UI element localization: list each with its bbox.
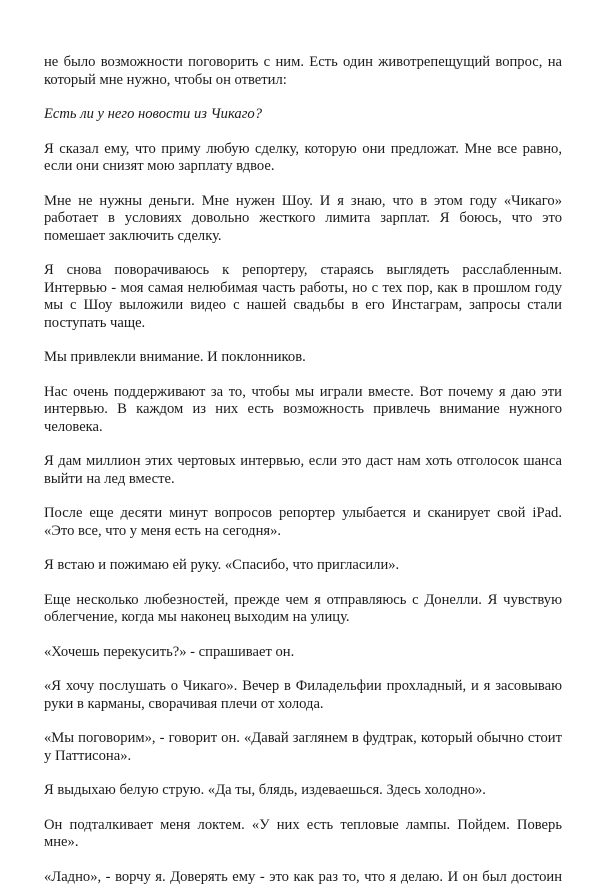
paragraph: Я сказал ему, что приму любую сделку, которую они предложат. Мне все равно, если они снизят мою зарплату вдвое.	[44, 141, 562, 176]
paragraph: Я встаю и пожимаю ей руку. «Спасибо, что пригласили».	[44, 557, 562, 575]
paragraph: «Мы поговорим», - говорит он. «Давай заглянем в фудтрак, который обычно стоит у Паттисона».	[44, 730, 562, 765]
paragraph: «Ладно», - ворчу я. Доверять ему - это как раз то, что я делаю. И он был достоин	[44, 869, 562, 886]
paragraph: не было возможности поговорить с ним. Есть один животрепещущий вопрос, на который мне нужно, чтобы он ответил:	[44, 54, 562, 89]
paragraph: Еще несколько любезностей, прежде чем я отправляюсь с Донелли. Я чувствую облегчение, когда мы наконец выходим на улицу.	[44, 592, 562, 627]
paragraph: «Я хочу послушать о Чикаго». Вечер в Филадельфии прохладный, и я засовываю руки в карманы, сворачивая плечи от холода.	[44, 678, 562, 713]
paragraph: Нас очень поддерживают за то, чтобы мы играли вместе. Вот почему я даю эти интервью. В каждом из них есть возможность привлечь внимание нужного человека.	[44, 384, 562, 437]
paragraph: Мы привлекли внимание. И поклонников.	[44, 349, 562, 367]
paragraph: Я дам миллион этих чертовых интервью, если это даст нам хоть отголосок шанса выйти на лед вместе.	[44, 453, 562, 488]
paragraph: Я снова поворачиваюсь к репортеру, стараясь выглядеть расслабленным. Интервью - моя самая нелюбимая часть работы, но с тех пор, как в прошлом году мы с Шоу выложили видео с нашей свадьбы в его Инстаграм, запросы стали поступать чаще.	[44, 262, 562, 332]
paragraph: Мне не нужны деньги. Мне нужен Шоу. И я знаю, что в этом году «Чикаго» работает в условиях довольно жесткого лимита зарплат. Я боюсь, что это помешает заключить сделку.	[44, 193, 562, 246]
paragraph: Я выдыхаю белую струю. «Да ты, блядь, издеваешься. Здесь холодно».	[44, 782, 562, 800]
paragraph: После еще десяти минут вопросов репортер улыбается и сканирует свой iPad. «Это все, что у меня есть на сегодня».	[44, 505, 562, 540]
paragraph: Он подталкивает меня локтем. «У них есть тепловые лампы. Пойдем. Поверь мне».	[44, 817, 562, 852]
paragraph: «Хочешь перекусить?» - спрашивает он.	[44, 644, 562, 662]
paragraph: Есть ли у него новости из Чикаго?	[44, 106, 562, 124]
text-column	[44, 54, 562, 886]
